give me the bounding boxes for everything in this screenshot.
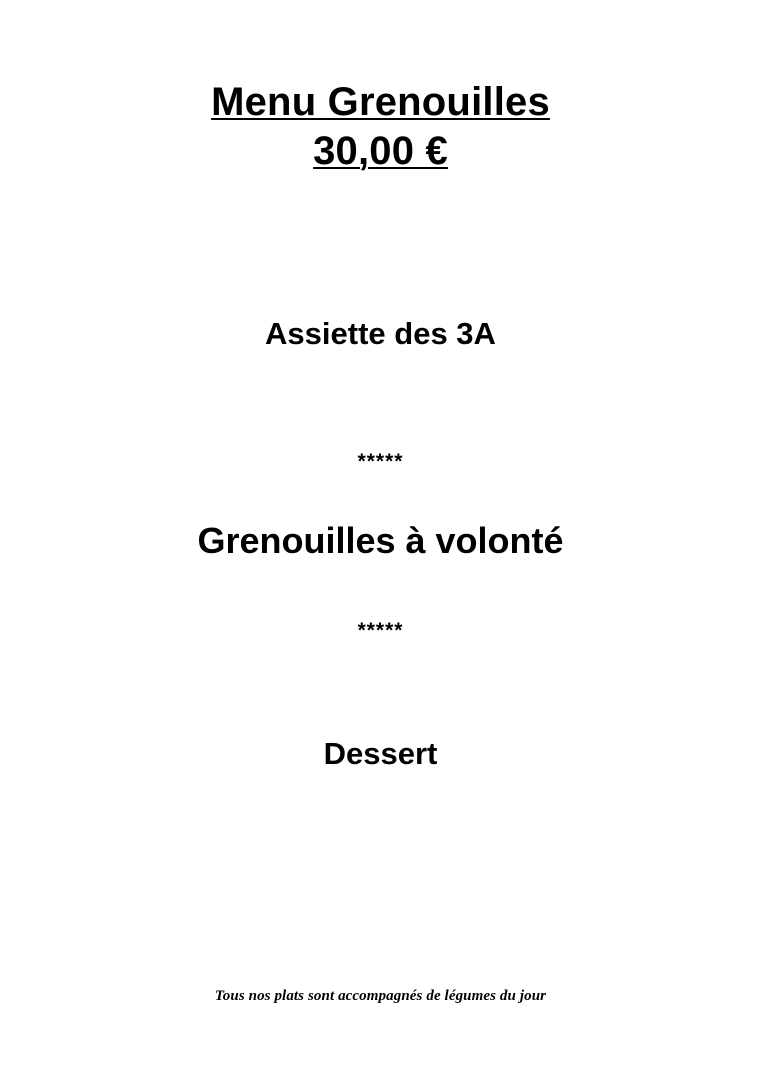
- course-dessert: Dessert: [323, 735, 438, 771]
- course-main: Grenouilles à volonté: [197, 519, 564, 561]
- menu-price-text: 30,00 €: [313, 128, 448, 173]
- footer-note: Tous nos plats sont accompagnés de légumes du jour: [214, 988, 547, 1004]
- course-starter: Assiette des 3A: [265, 315, 496, 351]
- menu-title-line-1: [211, 78, 550, 127]
- menu-title-line-1-text: Menu Grenouilles: [211, 80, 550, 124]
- course-separator-2: *****: [357, 618, 404, 642]
- course-separator-1: *****: [357, 449, 404, 473]
- menu-title-line-2: [211, 127, 550, 176]
- page-title: [211, 78, 550, 176]
